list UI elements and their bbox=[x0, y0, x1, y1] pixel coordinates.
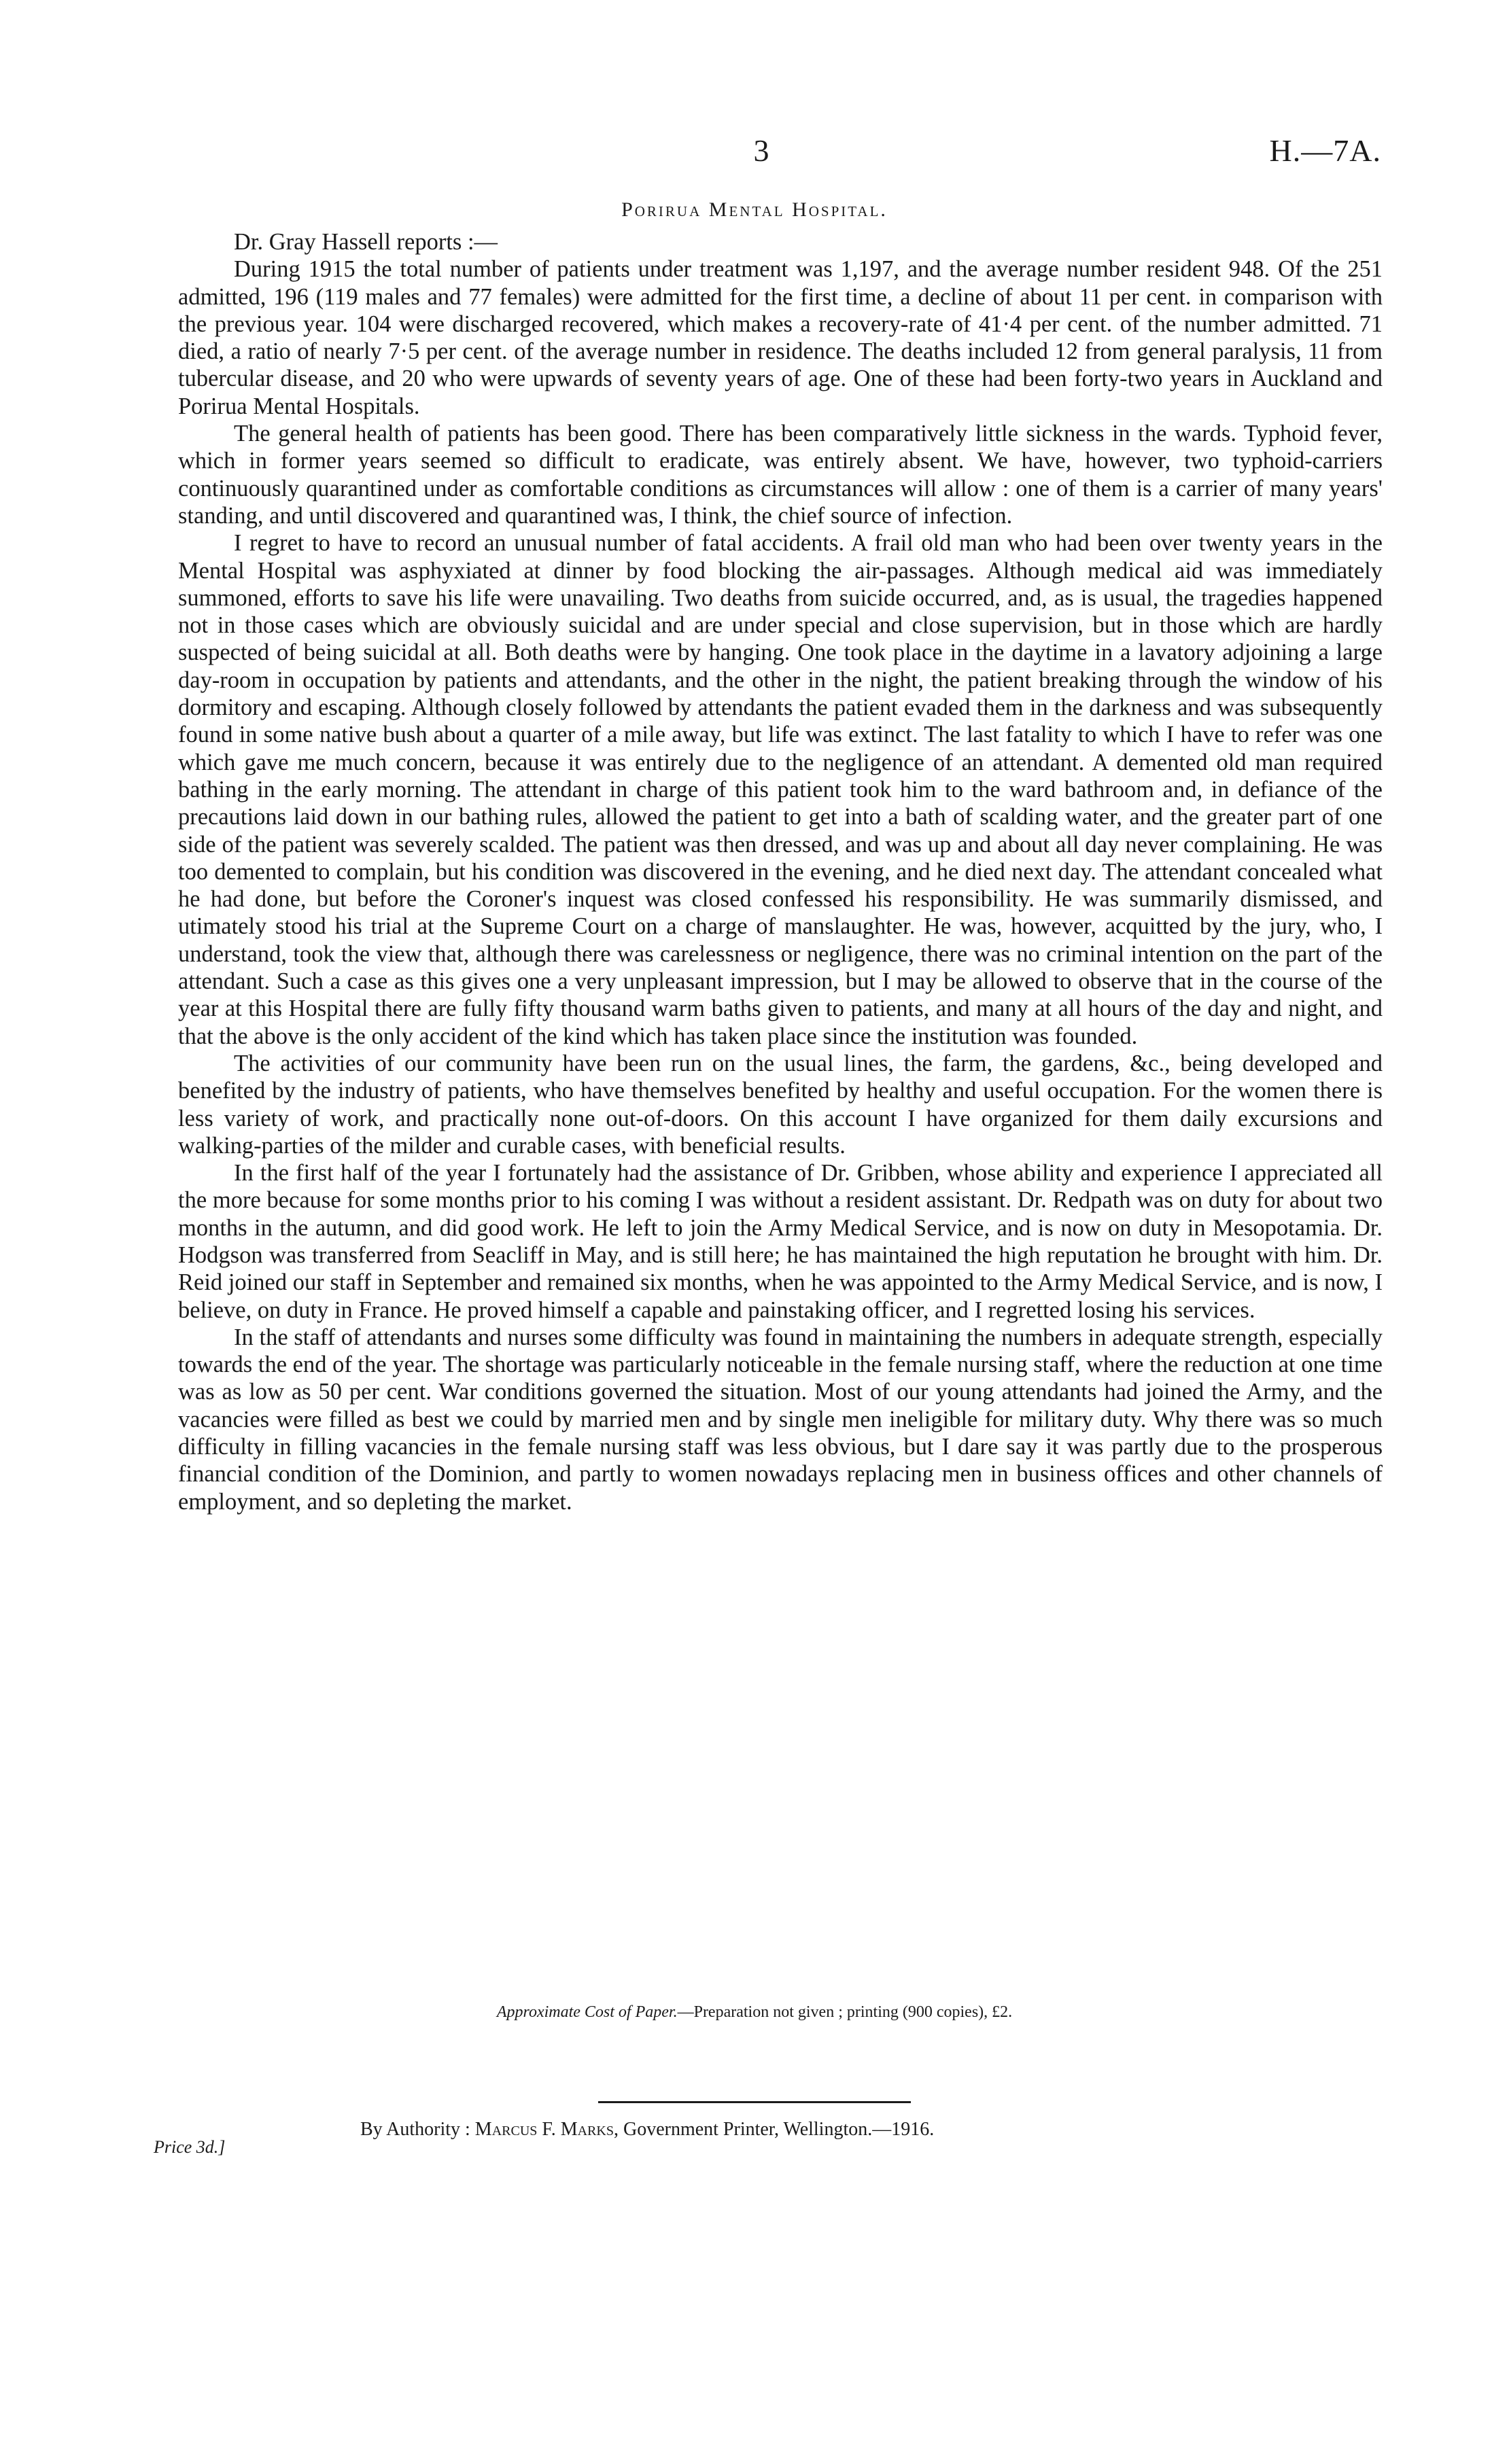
cost-note-label: Approximate Cost of Paper. bbox=[496, 2003, 678, 2021]
paragraph-activities: The activities of our community have been run on the usual lines, the farm, the gardens, &c., being developed and benefited by the industry of patients, who have themselves benefited by healthy and useful occupation. For the women there is less variety of work, and practically none out-of-doors. On this account I have organized for them daily excursions and walking-parties of the milder and curable cases, with beneficial results. bbox=[178, 1050, 1383, 1159]
cost-note bbox=[0, 2003, 1509, 2022]
paragraph-admissions: During 1915 the total number of patients under treatment was 1,197, and the average number resident 948. Of the 251 admitted, 196 (119 males and 77 females) were admitted for the first time, a decline of about 11 per cent. in comparison with the previous year. 104 were discharged recovered, which makes a recovery-rate of 41·4 per cent. of the number admitted. 71 died, a ratio of nearly 7·5 per cent. of the average number in residence. The deaths included 12 from general paralysis, 11 from tubercular disease, and 20 who were upwards of seventy years of age. One of these had been forty-two years in Auckland and Porirua Mental Hospitals. bbox=[178, 256, 1383, 419]
footer-rule bbox=[598, 2101, 911, 2103]
reporter-line: Dr. Gray Hassell reports :— bbox=[234, 229, 498, 255]
page-number: 3 bbox=[753, 133, 769, 168]
price-note: Price 3d.] bbox=[154, 2137, 226, 2157]
printer-name: Marcus F. Marks bbox=[474, 2119, 614, 2140]
paragraph-medical-staff: In the first half of the year I fortunately had the assistance of Dr. Gribben, whose ability and experience I appreciated all the more because for some months prior to his coming I was without a resident assistant. Dr. Redpath was on duty for about two months in the autumn, and did good work. He left to join the Army Medical Service, and is now on duty in Mesopotamia. Dr. Hodgson was transferred from Seacliff in May, and is still here; he has maintained the high reputation he brought with him. Dr. Reid joined our staff in September and remained six months, when he was appointed to the Army Medical Service, and is now, I believe, on duty in France. He proved himself a capable and painstaking officer, and I regretted losing his services. bbox=[178, 1160, 1383, 1323]
document-reference bbox=[1270, 133, 1381, 169]
cost-note-text: —Preparation not given ; printing (900 copies), £2. bbox=[677, 2003, 1013, 2021]
paragraph-attendants: In the staff of attendants and nurses some difficulty was found in maintaining the numbers in adequate strength, especially towards the end of the year. The shortage was particularly noticeable in the female nursing staff, where the reduction at one time was as low as 50 per cent. War conditions governed the situation. Most of our young attendants had joined the Army, and the vacancies were filled as best we could by married men and by single men ineligible for military duty. Why there was so much difficulty in filling vacancies in the female nursing staff was less obvious, but I dare say it was partly due to the prosperous financial condition of the Dominion, and partly to women nowadays replacing men in business offices and other channels of employment, and so depleting the market. bbox=[178, 1324, 1383, 1515]
authority-suffix: , Government Printer, Wellington.—1916. bbox=[613, 2119, 935, 2140]
paragraph-health: The general health of patients has been good. There has been comparatively little sickness in the wards. Typhoid fever, which in former years seemed so difficult to eradicate, was entirely absent. We have, however, two typhoid-carriers continuously quarantined under as comfortable conditions as circumstances will allow : one of them is a carrier of many years' standing, and until discovered and quarantined was, I think, the chief source of infection. bbox=[178, 421, 1383, 529]
section-heading: Porirua Mental Hospital. bbox=[621, 198, 888, 221]
document-reference-prefix: H.—7 bbox=[1269, 133, 1350, 168]
report-body bbox=[178, 228, 1383, 1515]
authority-prefix: By Authority : bbox=[360, 2119, 470, 2140]
paragraph-accidents: I regret to have to record an unusual number of fatal accidents. A frail old man who had been over twenty years in the Mental Hospital was asphyxiated at dinner by food blocking the air-passages. Although medical aid was immediately summoned, efforts to save his life were unavailing. Two deaths from suicide occurred, and, as is usual, the tragedies happened not in those cases which are obviously suicidal and are under special and close supervision, but in those which are hardly suspected of being suicidal at all. Both deaths were by hanging. One took place in the daytime in a lavatory adjoining a large day-room in occupation by patients and attendants, and the other in the night, the patient breaking through the window of his dormitory and escaping. Although closely followed by attendants the patient evaded them in the darkness and was subsequently found in some native bush about a quarter of a mile away, but life was extinct. The last fatality to which I have to refer was one which gave me much concern, because it was entirely due to the negligence of an attendant. A demented old man required bathing in the early morning. The attendant in charge of this patient took him to the ward bathroom and, in defiance of the precautions laid down in our bathing rules, allowed the patient to get into a bath of scalding water, and the greater part of one side of the patient was severely scalded. The patient was then dressed, and was up and about all day never complaining. He was too demented to complain, but his condition was discovered in the evening, and he died next day. The attendant concealed what he had done, but before the Coroner's inquest was closed confessed his responsibility. He was summarily dismissed, and utimately stood his trial at the Supreme Court on a charge of manslaughter. He was, however, acquitted by the jury, who, I understand, took the view that, although there was carelessness or negligence, there was no criminal intention on the part of the attendant. Such a case as this gives one a very unpleasant impression, but I may be allowed to observe that in the course of the year at this Hospital there are fully fifty thousand warm baths given to patients, and many at all hours of the day and night, and that the above is the only accident of the kind which has taken place since the institution was founded. bbox=[178, 530, 1383, 1049]
printer-authority bbox=[360, 2119, 934, 2141]
document-reference-suffix: A. bbox=[1349, 133, 1381, 168]
